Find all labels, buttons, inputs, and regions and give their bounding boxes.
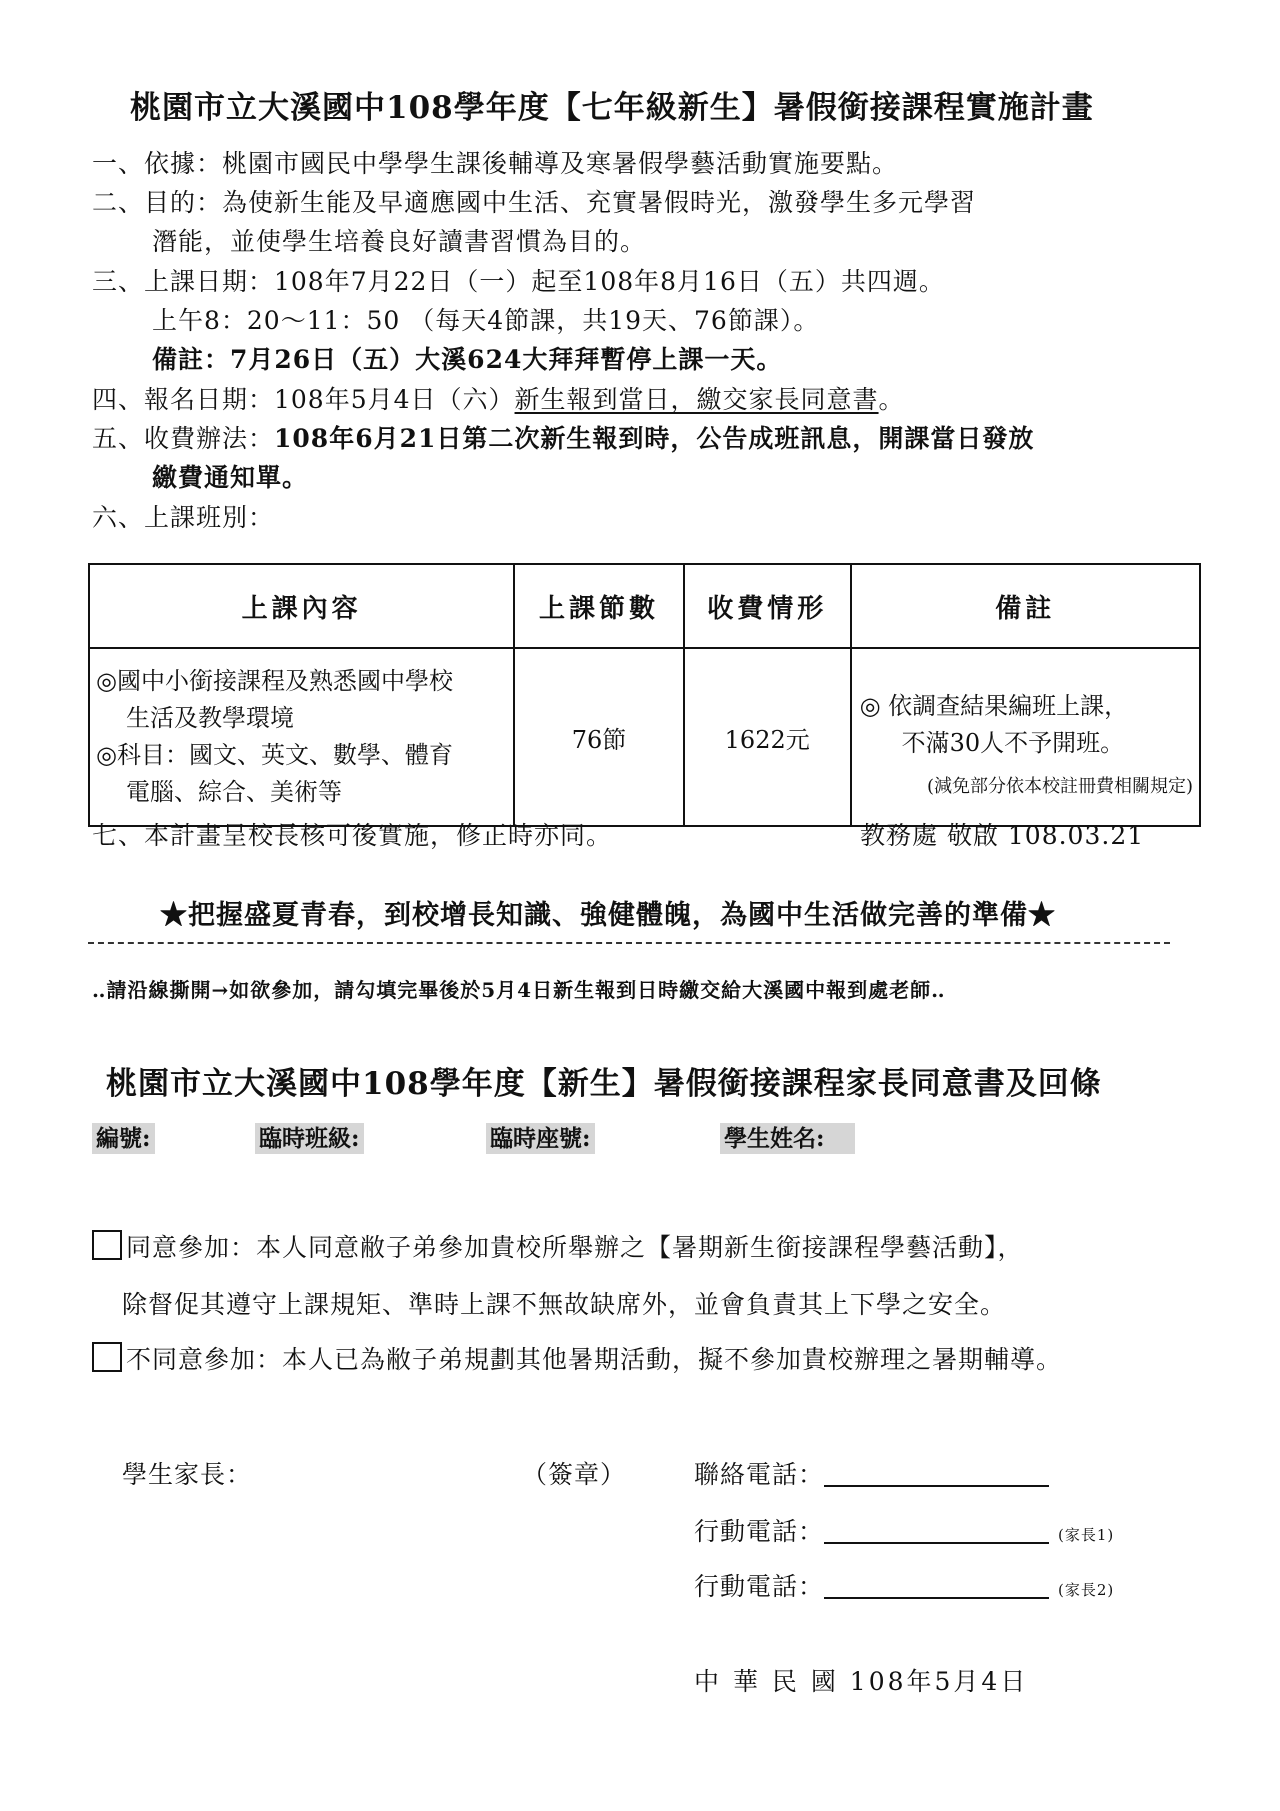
cell-content bbox=[89, 648, 514, 826]
field-temp-seat bbox=[486, 1120, 595, 1153]
class-table bbox=[88, 563, 1201, 827]
mobile-row-1 bbox=[694, 1512, 1114, 1548]
tear-line bbox=[88, 942, 1170, 944]
item-purpose-line1: 二、目的：為使新生能及早適應國中生活、充實暑假時光，激發學生多元學習 bbox=[92, 188, 977, 217]
phone-input[interactable] bbox=[824, 1461, 1049, 1487]
fee-bold-line1: 108年6月21日第二次新生報到時，公告成班訊息，開課當日發放 bbox=[274, 424, 1035, 453]
item-approval: 七、本計畫呈校長核可後實施，修正時亦同。 bbox=[92, 821, 613, 850]
field-temp-class bbox=[255, 1120, 364, 1153]
item-dates-line2: 上午8：20～11：50 （每天4節課，共19天、76節課）。 bbox=[152, 306, 820, 335]
cell-fee: 1622元 bbox=[684, 648, 851, 826]
disagree-option bbox=[92, 1340, 1062, 1376]
mobile-input-1[interactable] bbox=[824, 1518, 1049, 1544]
cell-remarks bbox=[851, 648, 1200, 826]
table-header-row bbox=[89, 564, 1200, 648]
mobile-input-2[interactable] bbox=[824, 1573, 1049, 1599]
field-temp-seat-label: 臨時座號: bbox=[486, 1123, 595, 1154]
content-line: ◎科目：國文、英文、數學、體育 bbox=[96, 741, 453, 769]
form-title: 桃園市立大溪國中108學年度【新生】暑假銜接課程家長同意書及回條 bbox=[106, 1066, 1102, 1102]
agree-option bbox=[92, 1228, 1024, 1264]
agree-text-line2: 除督促其遵守上課規矩、準時上課不無故缺席外，並會負責其上下學之安全。 bbox=[122, 1290, 1007, 1319]
tear-instructions: ‥請沿線撕開→如欲參加，請勾填完畢後於5月4日新生報到日時繳交給大溪國中報到處老師‥ bbox=[92, 978, 946, 1002]
fee-bold-line2: 繳費通知單。 bbox=[152, 463, 309, 492]
cell-sessions: 76節 bbox=[514, 648, 684, 826]
mobile-note-2: (家長2) bbox=[1057, 1581, 1115, 1599]
remark-small-note: (減免部分依本校註冊費相關規定) bbox=[926, 775, 1193, 797]
disagree-checkbox[interactable] bbox=[92, 1342, 122, 1372]
header-remarks: 備註 bbox=[851, 564, 1200, 648]
field-number bbox=[92, 1120, 155, 1153]
slogan: ★把握盛夏青春，到校增長知識、強健體魄，為國中生活做完善的準備★ bbox=[160, 900, 1056, 931]
item-dates-line1: 三、上課日期：108年7月22日（一）起至108年8月16日（五）共四週。 bbox=[92, 267, 945, 296]
mobile-note-1: (家長1) bbox=[1057, 1526, 1115, 1544]
field-student-name-label: 學生姓名: bbox=[720, 1123, 855, 1154]
form-date: 中 華 民 國 108年5月4日 bbox=[694, 1667, 1029, 1696]
content-line: 生活及教學環境 bbox=[126, 704, 294, 732]
sign-label: （簽章） bbox=[522, 1460, 627, 1489]
item-dates-note: 備註：7月26日（五）大溪624大拜拜暫停上課一天。 bbox=[152, 345, 783, 374]
field-student-name bbox=[720, 1120, 855, 1153]
header-fee: 收費情形 bbox=[684, 564, 851, 648]
signup-prefix: 四、報名日期：108年5月4日（六） bbox=[92, 385, 515, 414]
mobile-row-2 bbox=[694, 1567, 1114, 1603]
remark-line1: ◎ 依調查結果編班上課， bbox=[859, 691, 1129, 720]
header-content: 上課內容 bbox=[89, 564, 514, 648]
parent-label: 學生家長： bbox=[122, 1460, 253, 1489]
disagree-text: 不同意參加：本人已為敝子弟規劃其他暑期活動，擬不參加貴校辦理之暑期輔導。 bbox=[126, 1345, 1063, 1374]
content-line: ◎國中小銜接課程及熟悉國中學校 bbox=[96, 667, 453, 695]
content-line: 電腦、綜合、美術等 bbox=[126, 778, 342, 806]
item-basis: 一、依據：桃園市國民中學學生課後輔導及寒暑假學藝活動實施要點。 bbox=[92, 149, 899, 178]
agree-checkbox[interactable] bbox=[92, 1230, 122, 1260]
header-sessions: 上課節數 bbox=[514, 564, 684, 648]
signoff: 教務處 敬啟 108.03.21 bbox=[860, 821, 1145, 850]
fee-prefix: 五、收費辦法： bbox=[92, 424, 275, 453]
field-number-label: 編號: bbox=[92, 1123, 155, 1154]
item-signup bbox=[92, 380, 905, 416]
agree-text-line1: 同意參加：本人同意敝子弟參加貴校所舉辦之【暑期新生銜接課程學藝活動】， bbox=[126, 1233, 1024, 1262]
signup-suffix: 。 bbox=[878, 385, 905, 414]
remark-line2: 不滿30人不予開班。 bbox=[901, 728, 1125, 757]
phone-row bbox=[694, 1455, 1049, 1491]
field-temp-class-label: 臨時班級: bbox=[255, 1123, 364, 1154]
plan-title: 桃園市立大溪國中108學年度【七年級新生】暑假銜接課程實施計畫 bbox=[130, 90, 1094, 126]
mobile-label-1: 行動電話： bbox=[694, 1517, 825, 1546]
item-purpose-line2: 潛能，並使學生培養良好讀書習慣為目的。 bbox=[152, 227, 647, 256]
item-fee bbox=[92, 419, 1034, 455]
phone-label: 聯絡電話： bbox=[694, 1460, 825, 1489]
signup-underlined: 新生報到當日，繳交家長同意書 bbox=[514, 385, 879, 414]
mobile-label-2: 行動電話： bbox=[694, 1572, 825, 1601]
table-row bbox=[89, 648, 1200, 826]
item-classes: 六、上課班別： bbox=[92, 503, 275, 532]
